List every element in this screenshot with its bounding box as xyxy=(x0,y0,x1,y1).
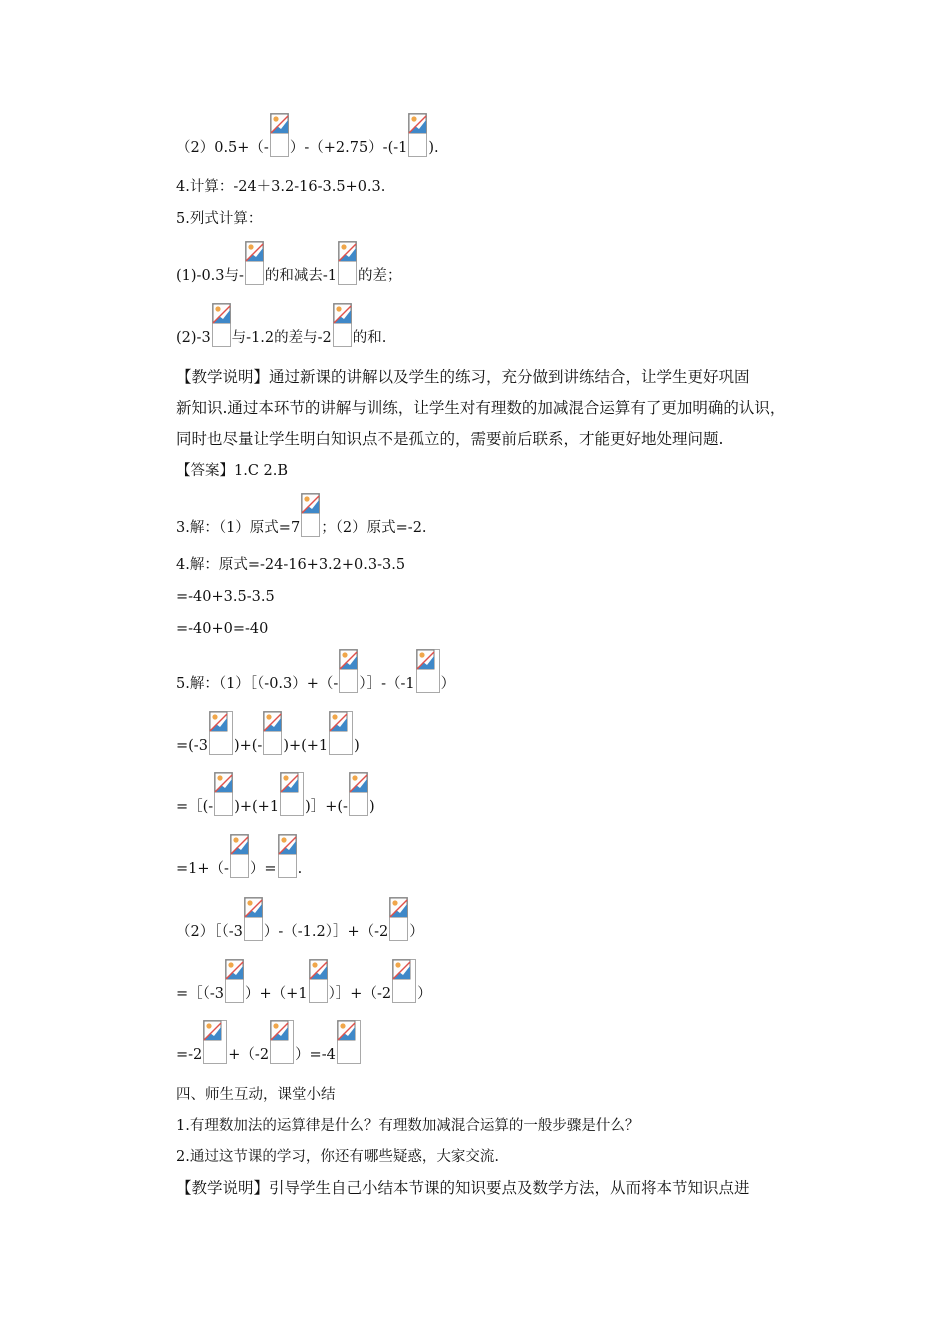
answer-text: 【答案】1.C 2.B xyxy=(176,463,289,479)
answer-3 xyxy=(176,493,427,537)
expr-text: =［（-3 xyxy=(176,986,225,1002)
expr-text: 的和. xyxy=(352,330,387,346)
exercise-4-3 xyxy=(176,178,385,196)
fraction-image-icon xyxy=(416,649,440,693)
exercise-4-5 xyxy=(176,210,262,228)
section-4 xyxy=(176,1080,798,1204)
fraction-image-icon xyxy=(244,897,263,941)
expr-text: 3.解：（1）原式=7 xyxy=(176,520,301,536)
expr-text: 的和减去-1 xyxy=(264,268,338,284)
answer-5-7 xyxy=(176,1020,362,1064)
answer-4-line-1 xyxy=(176,556,405,574)
answer-5-5 xyxy=(176,897,424,941)
answer-4-line-2 xyxy=(176,588,275,606)
answer-5-2 xyxy=(176,711,360,755)
fraction-image-icon xyxy=(263,711,282,755)
fraction-image-icon xyxy=(278,834,297,878)
fraction-image-icon xyxy=(225,959,244,1003)
fraction-image-icon xyxy=(270,113,289,157)
expr-text: )+(+1 xyxy=(234,799,280,815)
fraction-image-icon xyxy=(333,303,352,347)
section-item: 1.有理数加法的运算律是什么？有理数加减混合运算的一般步骤是什么？ xyxy=(176,1118,640,1134)
expr-text: . xyxy=(297,861,303,877)
fraction-image-icon xyxy=(270,1020,294,1064)
fraction-image-icon xyxy=(349,772,368,816)
expr-text: =［(- xyxy=(176,799,214,815)
fraction-image-icon xyxy=(209,711,233,755)
expr-text: ）］+（-2 xyxy=(328,986,392,1002)
expr-text: ）=-4 xyxy=(295,1047,336,1063)
expr-text: +（-2 xyxy=(228,1047,270,1063)
expr-text: 与-1.2的差与-2 xyxy=(231,330,332,346)
expr-text: ). xyxy=(428,140,439,156)
fraction-image-icon xyxy=(301,493,320,537)
expr-text: （2）［（-3 xyxy=(176,924,243,940)
fraction-image-icon xyxy=(212,303,231,347)
section-item: 2.通过这节课的学习，你还有哪些疑惑，大家交流. xyxy=(176,1149,499,1165)
expr-text: 4.解：原式=-24-16+3.2+0.3-3.5 xyxy=(176,557,406,573)
expr-text: （2）0.5+（- xyxy=(176,140,269,156)
note-line: 【教学说明】通过新课的讲解以及学生的练习，充分做到讲练结合，让学生更好巩固 xyxy=(176,368,750,386)
expr-text: ） xyxy=(409,924,424,940)
expr-text: ） xyxy=(417,986,432,1002)
expr-text: 5.解：（1）［（-0.3）+（- xyxy=(176,676,339,692)
expr-text: ；（2）原式=-2. xyxy=(321,520,427,536)
expr-text: =(-3 xyxy=(176,738,208,754)
exercise-text: 4.计算：-24＋3.2-16-3.5+0.3. xyxy=(176,179,386,195)
answer-5-4 xyxy=(176,834,302,878)
fraction-image-icon xyxy=(245,241,264,285)
expr-text: ）= xyxy=(249,861,277,877)
answer-4-line-3 xyxy=(176,620,268,638)
answer-5-6 xyxy=(176,959,432,1003)
teaching-note xyxy=(176,362,798,455)
expr-text: =-2 xyxy=(176,1047,203,1063)
expr-text: ）-（-1.2）］+（-2 xyxy=(263,924,389,940)
fraction-image-icon xyxy=(214,772,233,816)
note-line: 新知识.通过本环节的讲解与训练，让学生对有理数的加减混合运算有了更加明确的认识， xyxy=(176,399,786,417)
section-note: 【教学说明】引导学生自己小结本节课的知识要点及数学方法，从而将本节知识点进 xyxy=(176,1179,750,1197)
note-line: 同时也尽量让学生明白知识点不是孤立的，需要前后联系，才能更好地处理问题. xyxy=(176,430,724,448)
exercise-4-2 xyxy=(176,113,439,157)
fraction-image-icon xyxy=(337,1020,361,1064)
expr-text: ）+（+1 xyxy=(245,986,308,1002)
fraction-image-icon xyxy=(280,772,304,816)
fraction-image-icon xyxy=(309,959,328,1003)
fraction-image-icon xyxy=(230,834,249,878)
expr-text: (2)-3 xyxy=(176,330,211,346)
expr-text: )+(- xyxy=(233,738,263,754)
expr-text: )］+(- xyxy=(305,799,348,815)
exercise-text: 5.列式计算： xyxy=(176,211,263,227)
expr-text: ) xyxy=(354,738,360,754)
section-title: 四、师生互动，课堂小结 xyxy=(176,1087,336,1103)
expr-text: )+(+1 xyxy=(283,738,329,754)
answer-5-3 xyxy=(176,772,375,816)
expr-text: =-40+0=-40 xyxy=(176,621,269,637)
fraction-image-icon xyxy=(339,649,358,693)
exercise-4-5-2 xyxy=(176,303,386,347)
fraction-image-icon xyxy=(389,897,408,941)
expr-text: =-40+3.5-3.5 xyxy=(176,589,275,605)
expr-text: ）］-（-1 xyxy=(359,676,415,692)
expr-text: 的差； xyxy=(358,268,402,284)
answer-line xyxy=(176,462,288,480)
fraction-image-icon xyxy=(203,1020,227,1064)
expr-text: =1+（- xyxy=(176,861,229,877)
expr-text: ）-（+2.75）-(-1 xyxy=(289,140,408,156)
exercise-4-5-1 xyxy=(176,241,402,285)
fraction-image-icon xyxy=(338,241,357,285)
fraction-image-icon xyxy=(392,959,416,1003)
expr-text: (1)-0.3与- xyxy=(176,268,244,284)
answer-5-1 xyxy=(176,649,455,693)
fraction-image-icon xyxy=(329,711,353,755)
expr-text: ) xyxy=(368,799,375,815)
expr-text: ） xyxy=(440,676,456,692)
fraction-image-icon xyxy=(408,113,427,157)
